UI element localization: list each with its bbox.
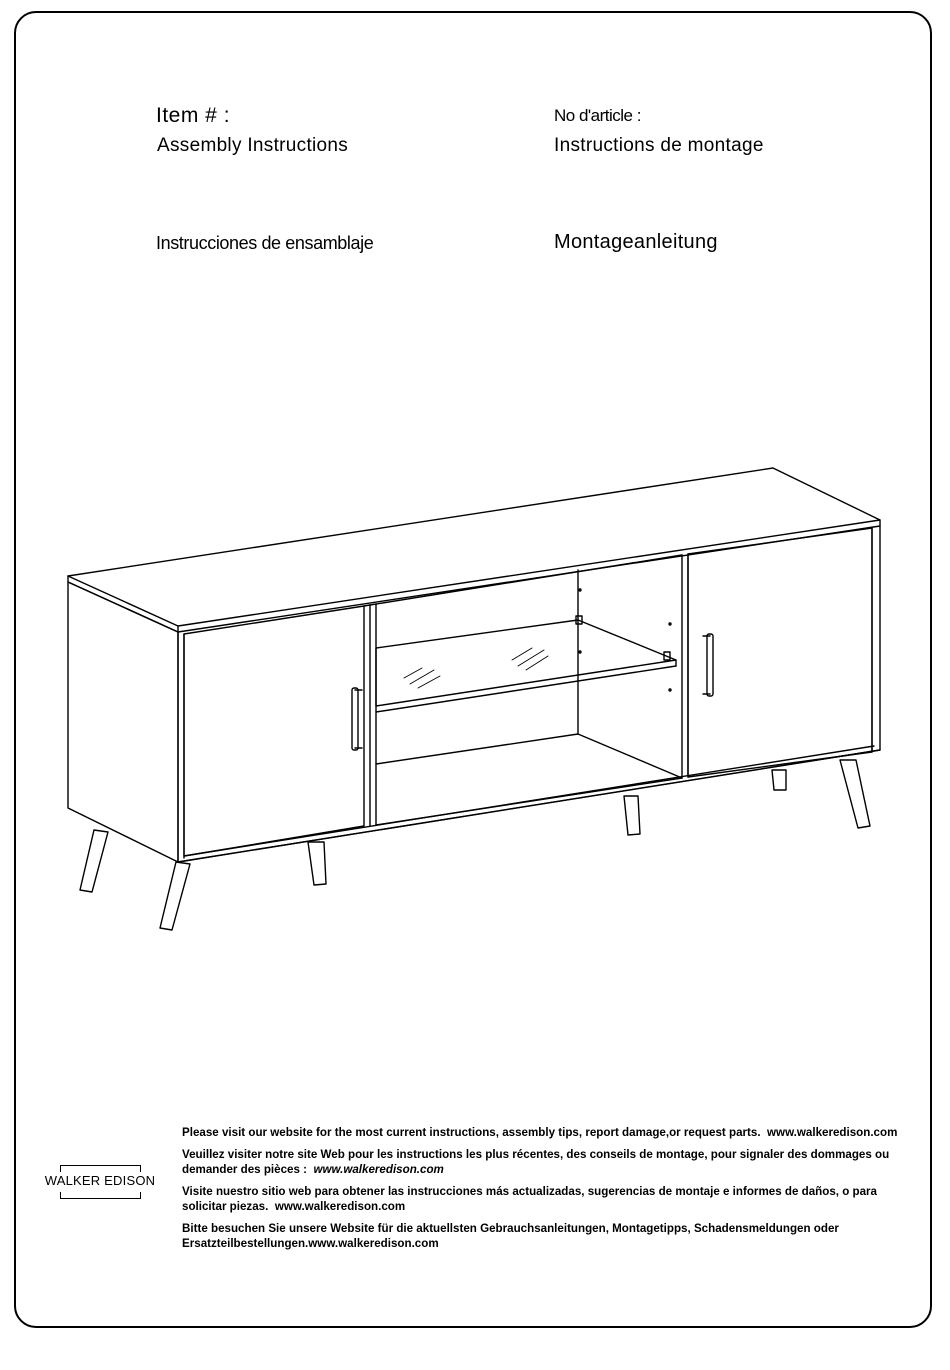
notice-en-url[interactable]: www.walkeredison.com: [767, 1126, 898, 1139]
logo-text: WALKER EDISON: [44, 1173, 156, 1188]
notice-es-url[interactable]: www.walkeredison.com: [274, 1200, 406, 1213]
assembly-instructions-de: Montageanleitung: [554, 231, 718, 253]
notice-en: [182, 1125, 910, 1140]
article-number-label: No d'article :: [554, 106, 641, 125]
tv-stand-illustration: [60, 460, 890, 940]
notice-de: [182, 1221, 910, 1251]
notice-de-url[interactable]: www.walkeredison.com: [308, 1237, 439, 1250]
notice-fr: [182, 1147, 910, 1177]
walker-edison-logo: [41, 1165, 159, 1199]
logo-top-bracket: [60, 1165, 141, 1172]
logo-bottom-bracket: [60, 1192, 141, 1199]
assembly-instructions-en: Assembly Instructions: [157, 135, 349, 156]
notice-es-text: Visite nuestro sitio web para obtener las instrucciones más actualizadas, sugerencias de montaje e informes de daños, o para solicitar piezas.: [182, 1185, 877, 1213]
website-notice: [182, 1125, 910, 1258]
notice-de-text: Bitte besuchen Sie unsere Website für die aktuellsten Gebrauchsanleitungen, Montagetipps, Schadensmeldungen oder Ersatzteilbestellungen.: [182, 1222, 839, 1250]
item-number-label: Item # :: [156, 104, 231, 127]
assembly-instructions-fr: Instructions de montage: [554, 135, 764, 156]
notice-en-text: Please visit our website for the most current instructions, assembly tips, report damage,or request parts.: [182, 1126, 761, 1139]
notice-fr-url[interactable]: www.walkeredison.com: [313, 1163, 444, 1176]
notice-es: [182, 1184, 910, 1214]
assembly-instructions-es: Instrucciones de ensamblaje: [156, 233, 374, 253]
notice-fr-text: Veuillez visiter notre site Web pour les instructions les plus récentes, des conseils de montage, pour signaler des dommages ou demander des pièces :: [182, 1148, 890, 1176]
